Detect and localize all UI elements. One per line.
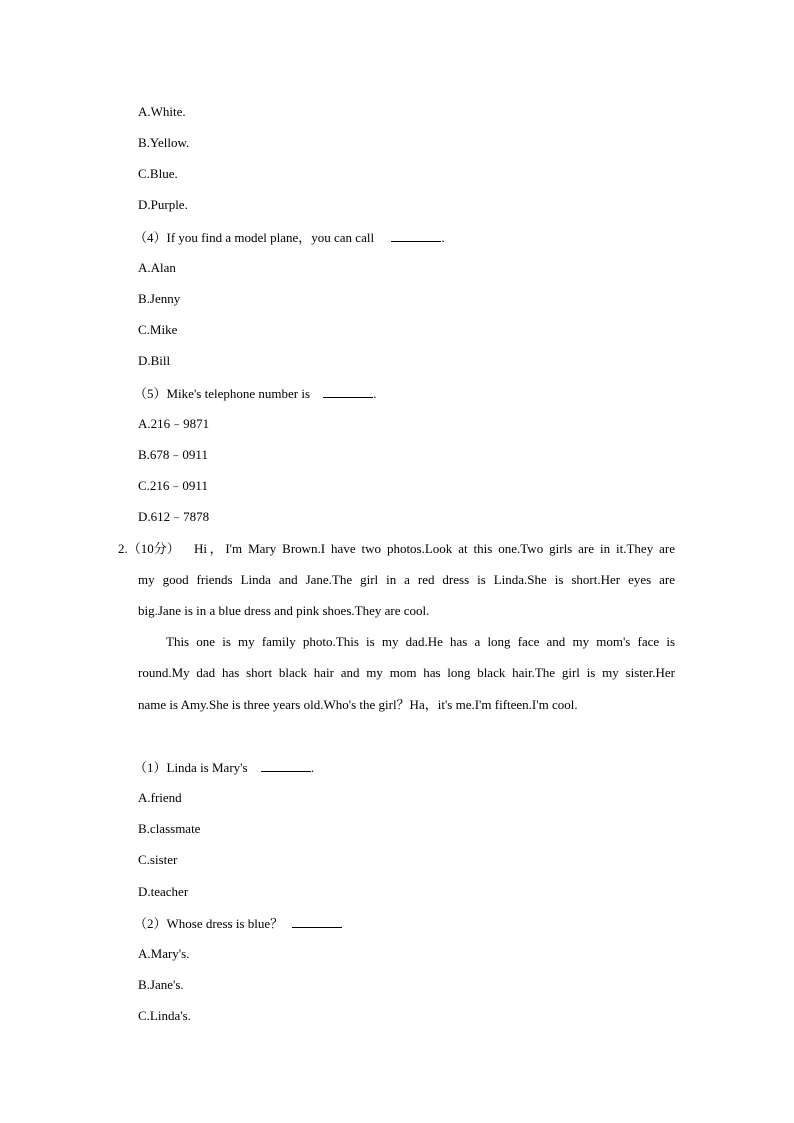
option-b-yellow: B.Yellow. [138, 135, 190, 150]
option-b-classmate: B.classmate [138, 821, 201, 836]
option-c-number: C.216﹣0911 [138, 478, 208, 493]
question-4-text: （4）If you find a model plane，you can call [134, 230, 375, 245]
option-a-friend: A.friend [138, 790, 182, 805]
option-c-lindas: C.Linda's. [138, 1008, 191, 1023]
option-b-number: B.678﹣0911 [138, 447, 208, 462]
option-a-marys: A.Mary's. [138, 946, 190, 961]
question-points: （10分） [127, 541, 180, 556]
passage-line-4: This one is my family photo.This is my dad.He has a long face and my mom's face is [166, 634, 675, 649]
passage-line-1: Hi，I'm Mary Brown.I have two photos.Look at this one.Two girls are in it.They are [194, 541, 675, 556]
option-c-mike: C.Mike [138, 322, 178, 337]
question-5-end: . [373, 386, 377, 401]
passage-line-6: name is Amy.She is three years old.Who's the girl？Ha，it's me.I'm fifteen.I'm cool. [138, 697, 578, 712]
question-2-2-text: （2）Whose dress is blue？ [134, 916, 284, 931]
option-b-janes: B.Jane's. [138, 977, 184, 992]
answer-blank [323, 385, 373, 398]
answer-blank [261, 759, 311, 772]
option-a-number: A.216﹣9871 [138, 416, 210, 431]
question-2-1-prompt [134, 759, 314, 775]
passage-line-2: my good friends Linda and Jane.The girl in a red dress is Linda.She is short.Her eyes are [138, 572, 675, 587]
option-b-jenny: B.Jenny [138, 291, 181, 306]
answer-blank [391, 229, 441, 242]
option-d-number: D.612﹣7878 [138, 509, 210, 524]
question-5-text: （5）Mike's telephone number is [134, 386, 311, 401]
option-d-purple: D.Purple. [138, 197, 188, 212]
question-2-number [118, 541, 180, 557]
option-c-sister: C.sister [138, 852, 178, 867]
question-2-1-text: （1）Linda is Mary's [134, 760, 248, 775]
option-d-bill: D.Bill [138, 353, 171, 368]
question-2-1-end: . [310, 760, 315, 775]
question-5-prompt [134, 385, 377, 401]
question-2-2-prompt [134, 915, 342, 931]
question-number: 2. [118, 541, 128, 556]
option-c-blue: C.Blue. [138, 166, 178, 181]
option-d-teacher: D.teacher [138, 884, 189, 899]
question-4-prompt [134, 229, 445, 245]
question-4-end: . [441, 230, 445, 245]
option-a-white: A.White. [138, 104, 186, 119]
option-a-alan: A.Alan [138, 260, 176, 275]
answer-blank [292, 915, 342, 928]
passage-line-3: big.Jane is in a blue dress and pink shoes.They are cool. [138, 603, 430, 618]
passage-line-5: round.My dad has short black hair and my mom has long black hair.The girl is my sister.Her [138, 665, 675, 680]
